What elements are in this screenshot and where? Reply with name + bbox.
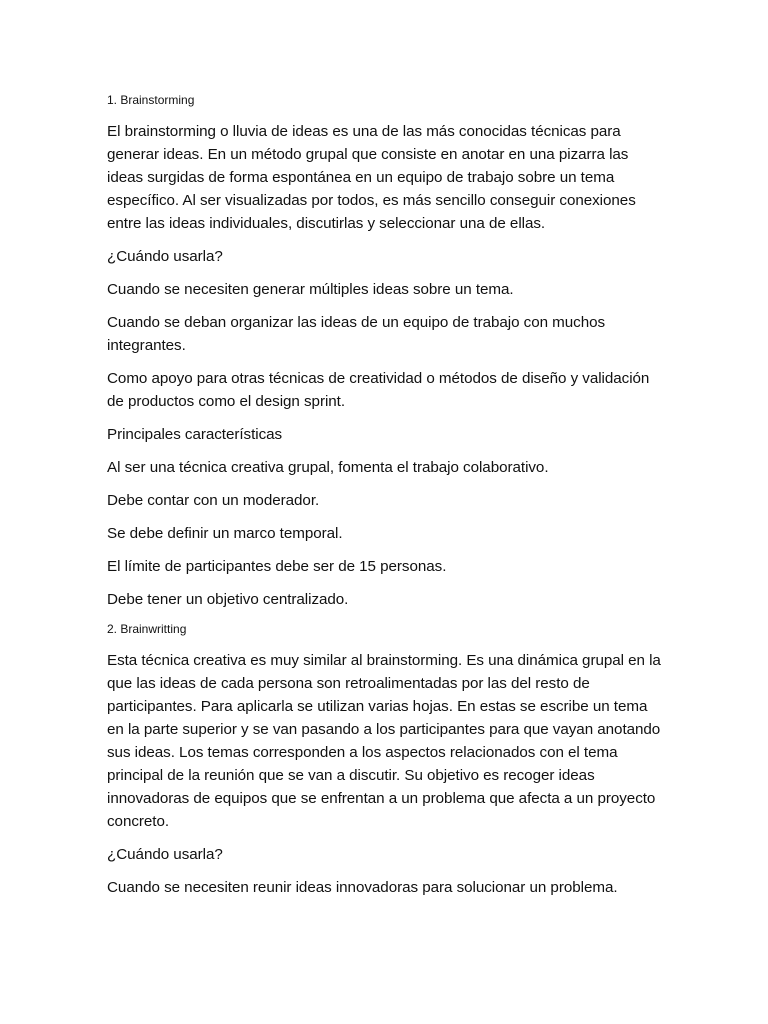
list-item: Cuando se deban organizar las ideas de un equipo de trabajo con muchos integrantes. bbox=[107, 314, 606, 354]
section-brainwritting bbox=[107, 621, 667, 899]
list-item: Cuando se necesiten generar múltiples ideas sobre un tema. bbox=[107, 281, 514, 298]
list-item: El límite de participantes debe ser de 15 personas. bbox=[107, 558, 447, 575]
list-item: Cuando se necesiten reunir ideas innovadoras para solucionar un problema. bbox=[107, 879, 618, 896]
subheading-when-to-use: ¿Cuándo usarla? bbox=[107, 846, 223, 863]
paragraph: Esta técnica creativa es muy similar al brainstorming. Es una dinámica grupal en la que las ideas de cada persona son retroalimentadas por las del resto de participantes. Para aplicarla se utilizan varias hojas. En estas se escribe un tema en la parte superior y se van pasando a los participantes para que vayan anotando sus ideas. Los temas corresponden a los aspectos relacionados con el tema principal de la reunión que se van a discutir. Su objetivo es recoger ideas innovadoras de equipos que se enfrentan a un problema que afecta a un proyecto concreto. bbox=[107, 652, 661, 830]
paragraph: El brainstorming o lluvia de ideas es una de las más conocidas técnicas para generar ideas. En un método grupal que consiste en anotar en una pizarra las ideas surgidas de forma espontánea en un equipo de trabajo sobre un tema específico. Al ser visualizadas por todos, es más sencillo conseguir conexiones entre las ideas individuales, discutirlas y seleccionar una de ellas. bbox=[107, 123, 636, 232]
subheading-characteristics: Principales características bbox=[107, 426, 283, 443]
list-item: Se debe definir un marco temporal. bbox=[107, 525, 343, 542]
section-heading: 1. Brainstorming bbox=[107, 93, 195, 107]
list-item: Debe tener un objetivo centralizado. bbox=[107, 591, 349, 608]
subheading-when-to-use: ¿Cuándo usarla? bbox=[107, 248, 223, 265]
list-item: Al ser una técnica creativa grupal, fomenta el trabajo colaborativo. bbox=[107, 459, 549, 476]
section-brainstorming bbox=[107, 92, 667, 611]
section-heading: 2. Brainwritting bbox=[107, 622, 187, 636]
list-item: Como apoyo para otras técnicas de creatividad o métodos de diseño y validación de productos como el design sprint. bbox=[107, 370, 650, 410]
document-body bbox=[107, 92, 667, 909]
list-item: Debe contar con un moderador. bbox=[107, 492, 320, 509]
